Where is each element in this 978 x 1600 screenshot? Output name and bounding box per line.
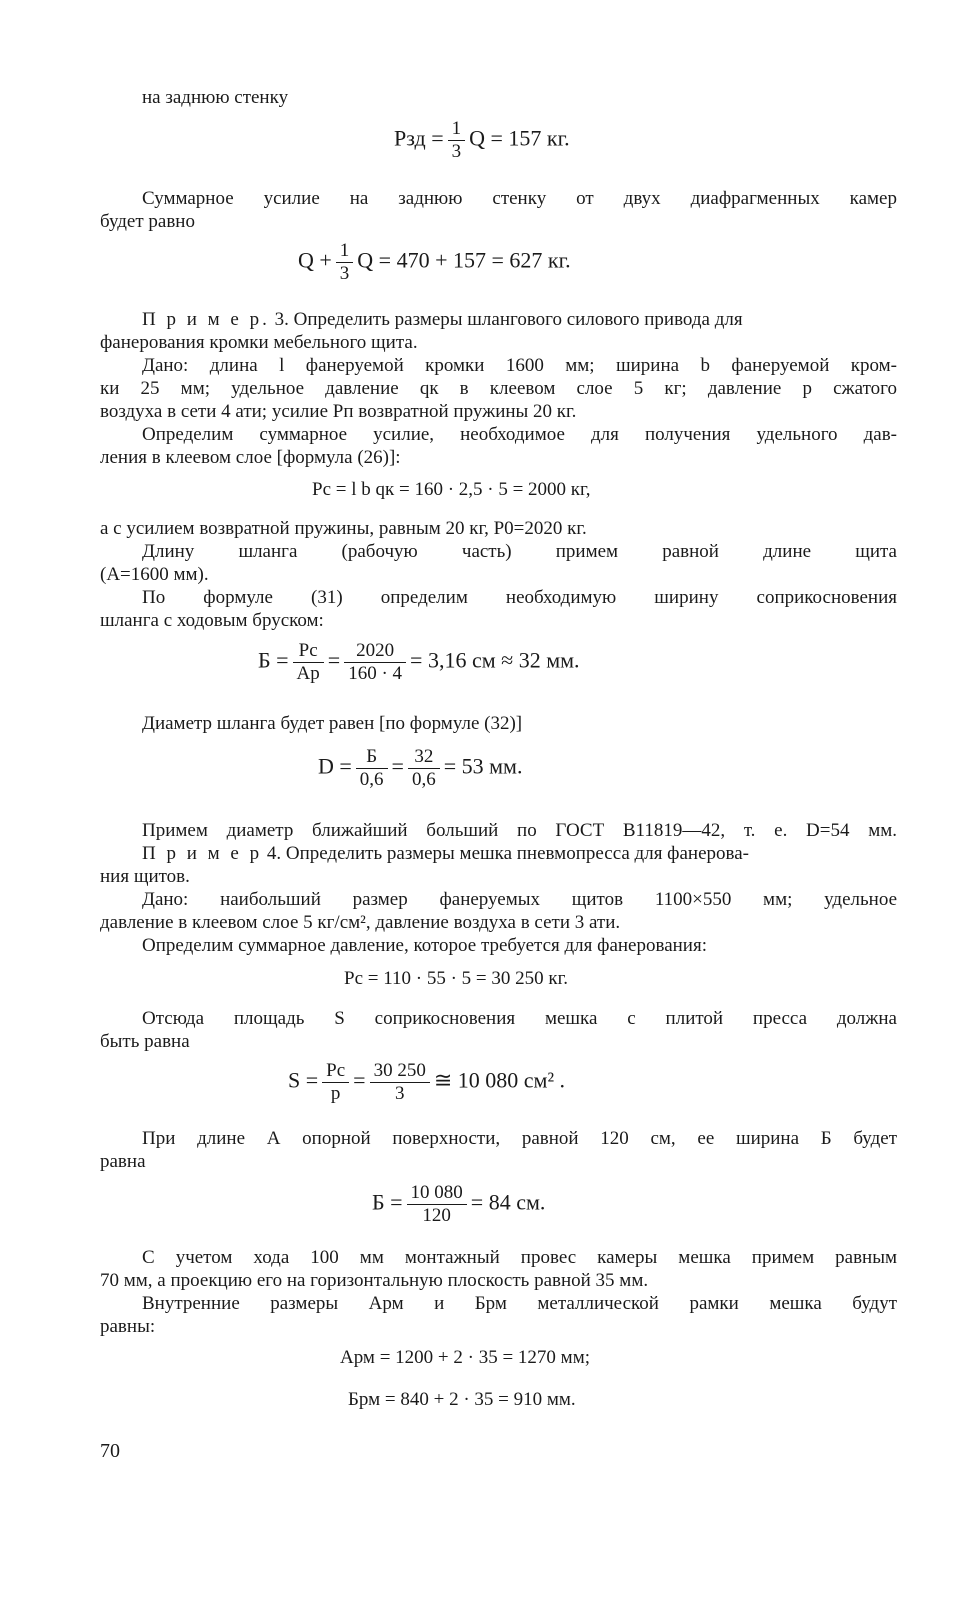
text-span: 3. Определить размеры шлангового силового привода для <box>269 309 743 330</box>
formula-hose-diameter <box>318 746 522 791</box>
formula-rhs: Q = 470 + 157 = 627 кг. <box>357 247 571 273</box>
example-label: П р и м е р <box>142 843 263 864</box>
text-line: воздуха в сети 4 ати; усилие Рп возвратной пружины 20 кг. <box>100 401 577 422</box>
text-line: Внутренние размеры Арм и Брм металлической рамки мешка будут <box>142 1293 897 1314</box>
text-line: Дано: наибольший размер фанеруемых щитов 1100×550 мм; удельное <box>142 889 897 910</box>
text-span: 4. Определить размеры мешка пневмопресса для фанерова- <box>262 843 750 864</box>
numerator: 2020 <box>344 640 406 663</box>
text-line: быть равна <box>100 1031 190 1052</box>
formula-bag-width <box>372 1182 545 1227</box>
formula-lhs: D = <box>318 753 352 779</box>
fraction <box>448 118 466 163</box>
text-line: Отсюда площадь S соприкосновения мешка с плитой пресса должна <box>142 1008 897 1029</box>
numerator: 30 250 <box>370 1060 430 1083</box>
denominator: 160 · 4 <box>348 663 403 684</box>
formula-rhs: = 53 мм. <box>443 753 523 779</box>
formula-rhs: ≅ 10 080 см² . <box>433 1067 566 1093</box>
formula-sum-force: Рс = l b qк = 160 · 2,5 · 5 = 2000 кг, <box>312 479 591 500</box>
text-line: 70 мм, а проекцию его на горизонтальную плоскость равной 35 мм. <box>100 1270 649 1291</box>
formula-equals: = <box>327 647 341 673</box>
fraction <box>370 1060 430 1105</box>
text-line: равна <box>100 1151 146 1172</box>
formula-rhs: = 84 см. <box>470 1189 546 1215</box>
denominator: 3 <box>394 1083 405 1104</box>
text-line: ния щитов. <box>100 866 190 887</box>
formula-lhs: Б = <box>258 647 289 673</box>
text-line: Суммарное усилие на заднюю стенку от двух диафрагменных камер <box>142 188 897 209</box>
text-line: равны: <box>100 1316 156 1337</box>
denominator: 0,6 <box>411 769 436 790</box>
fraction <box>344 640 406 685</box>
text-line: а с усилием возвратной пружины, равным 20 кг, Р0=2020 кг. <box>100 518 587 539</box>
text-line: Определим суммарное давление, которое требуется для фанерования: <box>142 935 707 956</box>
formula-back-wall-force <box>394 118 570 163</box>
text-line: Дано: длина l фанеруемой кромки 1600 мм; ширина b фанеруемой кром- <box>142 355 897 376</box>
denominator: 0,6 <box>359 769 384 790</box>
fraction <box>356 746 388 791</box>
text-line: По формуле (31) определим необходимую ширину соприкосновения <box>142 587 897 608</box>
fraction <box>293 640 324 685</box>
numerator: 1 <box>448 118 466 141</box>
text-line: Примем диаметр ближайший больший по ГОСТ В11819—42, т. е. D=54 мм. <box>142 820 897 841</box>
numerator: Б <box>356 746 388 769</box>
fraction <box>407 1182 467 1227</box>
text-line: на заднюю стенку <box>142 87 289 108</box>
formula-equals: = <box>391 753 404 779</box>
denominator: Ap <box>296 663 320 684</box>
formula-lhs: S = <box>288 1067 319 1093</box>
numerator: 32 <box>408 746 440 769</box>
example-label: П р и м е р. <box>142 309 270 330</box>
numerator: Рс <box>322 1060 349 1083</box>
formula-equals: = <box>353 1067 366 1093</box>
fraction <box>322 1060 349 1105</box>
example-heading-line <box>142 308 897 331</box>
formula-lhs: Б = <box>372 1189 403 1215</box>
text-line: Длину шланга (рабочую часть) примем равной длине щита <box>142 541 897 562</box>
text-line: ки 25 мм; удельное давление qк в клеевом слое 5 кг; давление p сжатого <box>100 378 897 399</box>
formula-frame-length: Арм = 1200 + 2 · 35 = 1270 мм; <box>340 1347 591 1368</box>
text-line: давление в клеевом слое 5 кг/см², давление воздуха в сети 3 ати. <box>100 912 621 933</box>
fraction <box>336 240 354 285</box>
numerator: 1 <box>336 240 354 263</box>
formula-rhs: Q = 157 кг. <box>469 125 570 151</box>
text-line: Определим суммарное усилие, необходимое для получения удельного дав- <box>142 424 897 445</box>
denominator: 3 <box>339 263 350 284</box>
page-number: 70 <box>100 1440 120 1462</box>
fraction <box>408 746 440 791</box>
formula-lhs: Рзд = <box>394 125 444 151</box>
text-line: Диаметр шланга будет равен [по формуле (32)] <box>142 713 523 734</box>
denominator: 120 <box>422 1205 451 1226</box>
formula-contact-area <box>288 1060 565 1105</box>
formula-contact-width <box>258 640 580 685</box>
formula-total-pressure: Рс = 110 · 55 · 5 = 30 250 кг. <box>344 968 569 989</box>
text-line: фанерования кромки мебельного щита. <box>100 332 418 353</box>
text-line: шланга с ходовым бруском: <box>100 610 324 631</box>
formula-rhs: = 3,16 см ≈ 32 мм. <box>410 647 580 673</box>
denominator: 3 <box>451 141 462 162</box>
numerator: Рс <box>293 640 324 663</box>
text-line: ления в клеевом слое [формула (26)]: <box>100 447 401 468</box>
numerator: 10 080 <box>407 1182 467 1205</box>
text-line: С учетом хода 100 мм монтажный провес камеры мешка примем равным <box>142 1247 897 1268</box>
text-line: При длине А опорной поверхности, равной 120 см, ее ширина Б будет <box>142 1128 897 1149</box>
formula-lhs: Q + <box>298 247 332 273</box>
text-line: будет равно <box>100 211 195 232</box>
formula-frame-width: Брм = 840 + 2 · 35 = 910 мм. <box>348 1389 576 1410</box>
text-line: (А=1600 мм). <box>100 564 209 585</box>
denominator: p <box>330 1083 341 1104</box>
formula-total-force <box>298 240 571 285</box>
example-heading-line <box>142 842 897 865</box>
